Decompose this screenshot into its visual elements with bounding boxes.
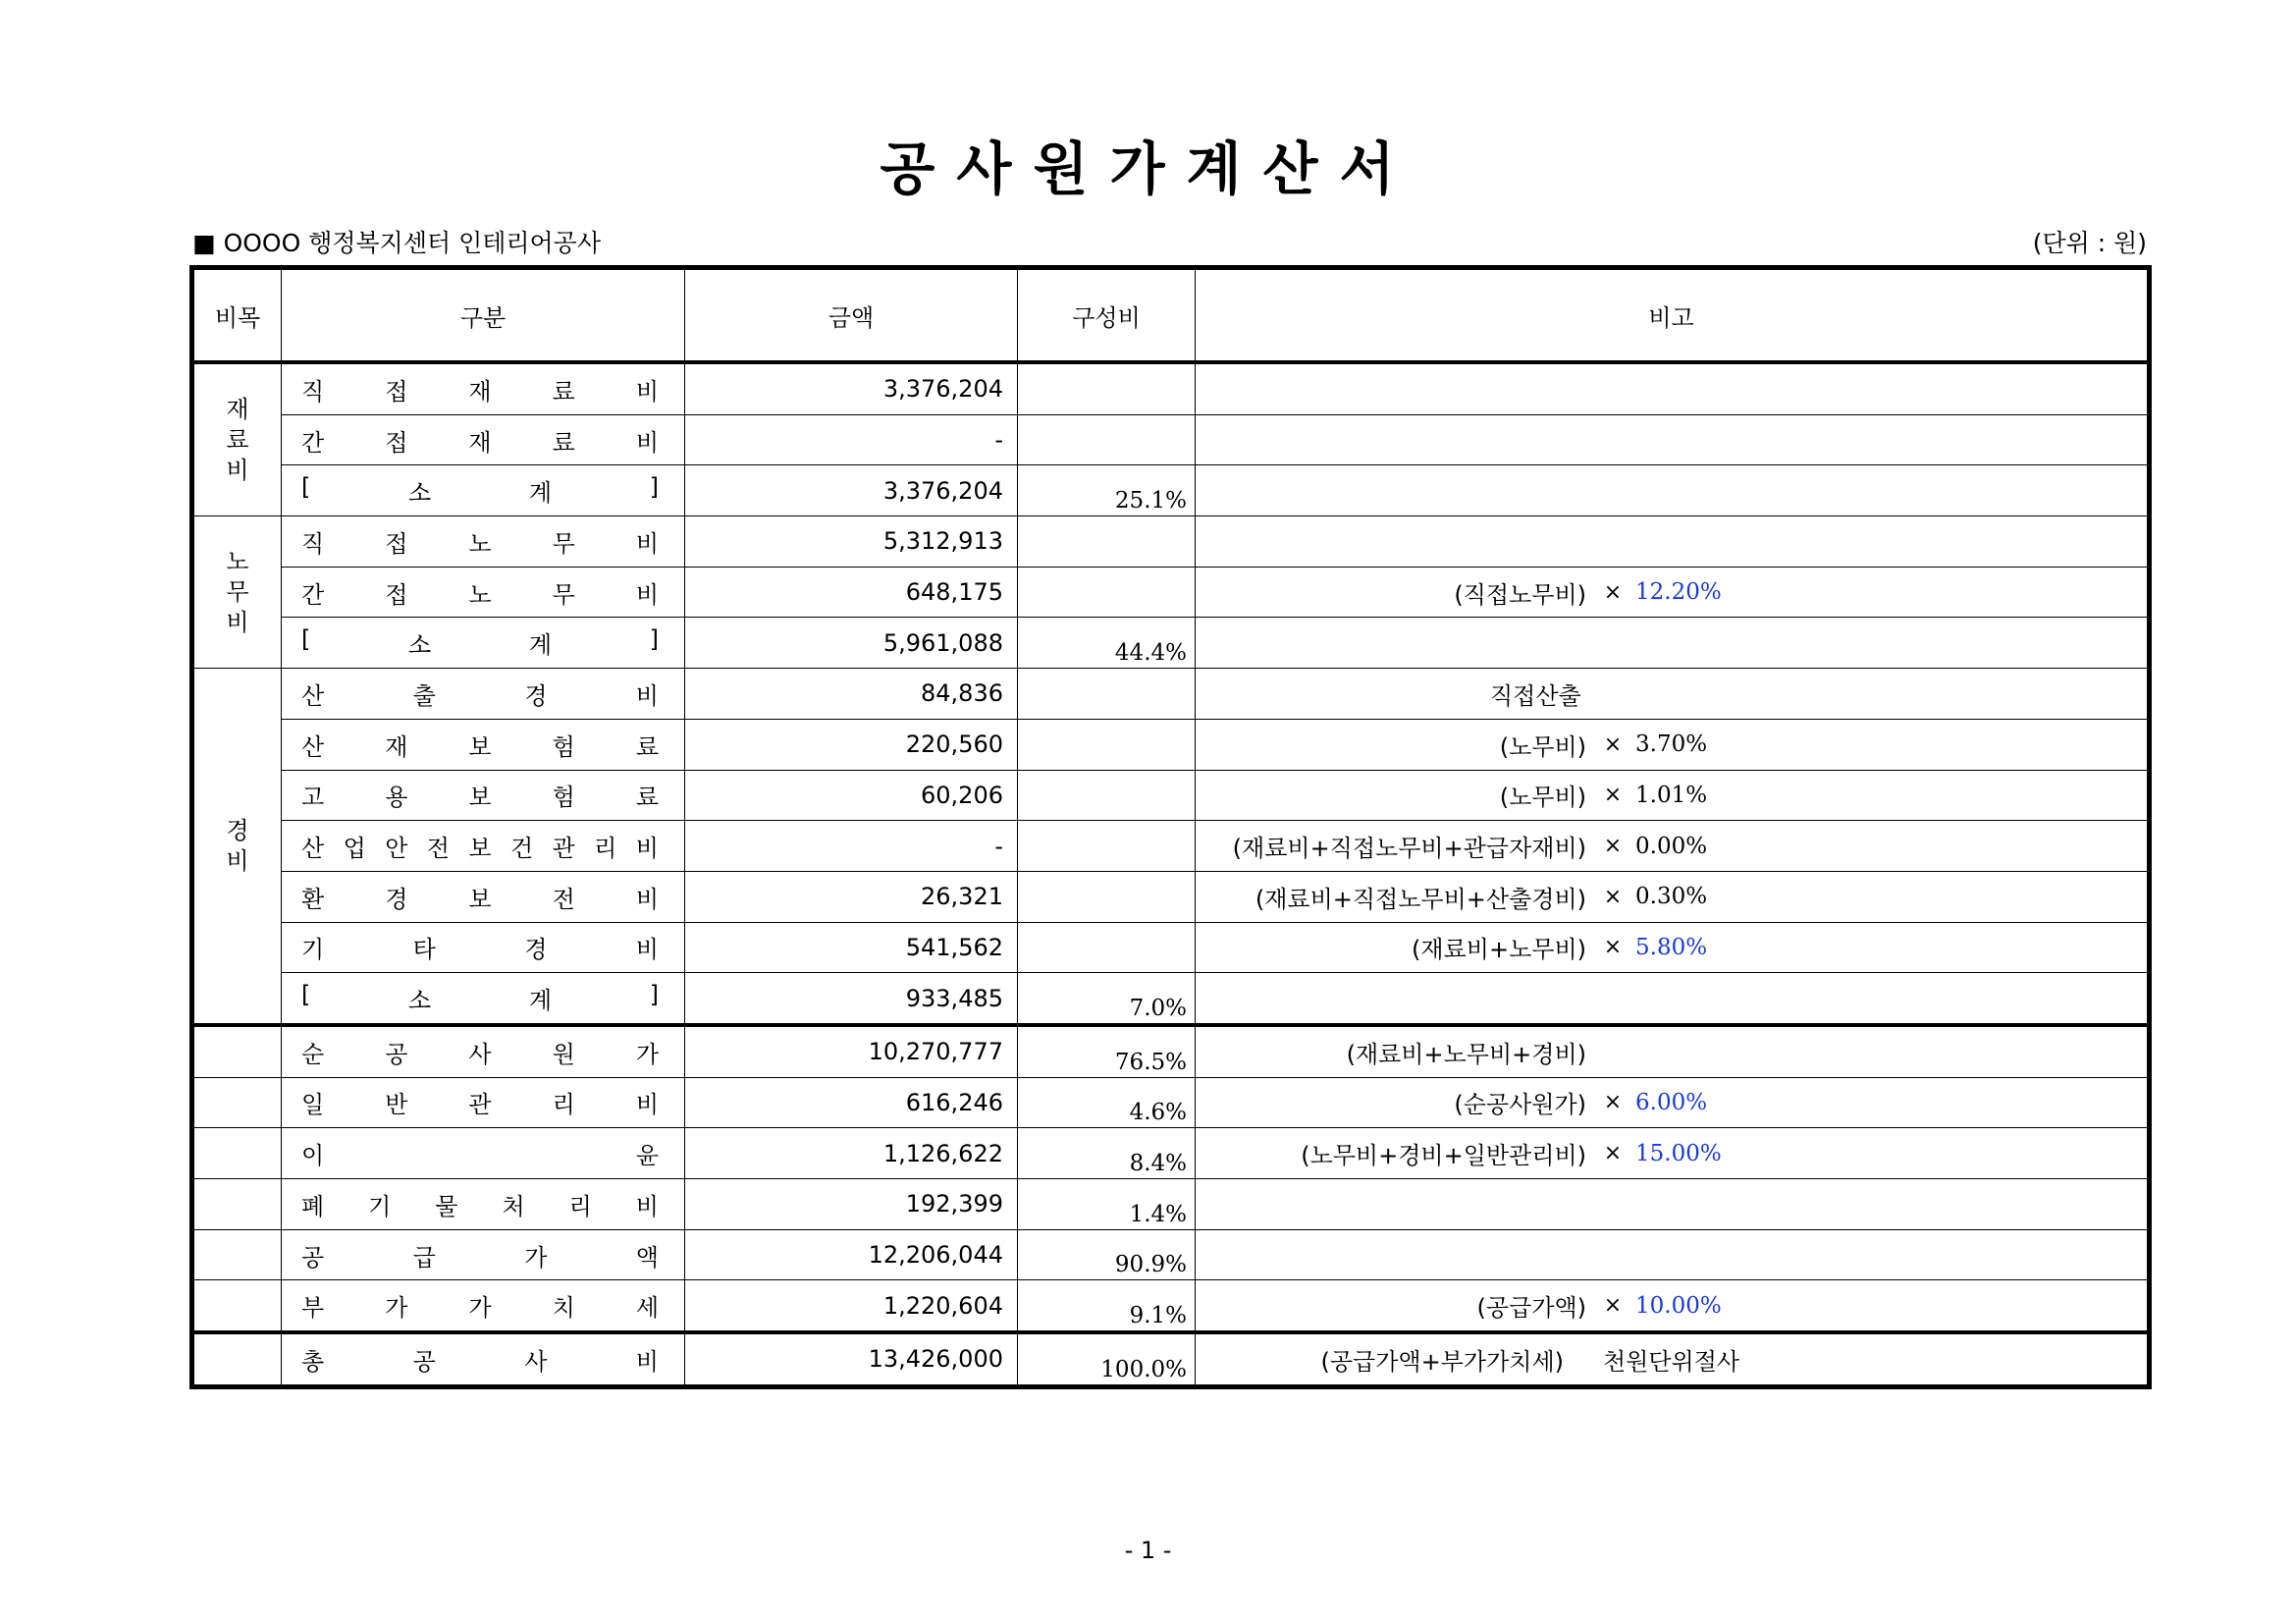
ratio-cell: 100.0% [1018,1332,1196,1384]
project-name: ■ OOOO 행정복지센터 인테리어공사 [192,229,601,257]
table-row [194,1025,2148,1077]
header-category: 비목 [194,270,282,363]
note-cell [1196,770,2148,821]
ratio-cell [1018,414,1196,465]
table-row [194,871,2148,922]
note-cell [1196,1229,2148,1280]
ratio-cell [1018,567,1196,618]
header-note: 비고 [1196,270,2148,363]
category-cell [194,1280,282,1332]
category-cell [194,1128,282,1179]
table-row [194,516,2148,568]
amount-cell: 648,175 [685,567,1018,618]
amount-cell: 616,246 [685,1077,1018,1128]
item-label: 순 공 사 원 가 [301,1040,659,1068]
ratio-cell [1018,516,1196,568]
note-cell [1196,871,2148,922]
ratio-cell: 90.9% [1018,1229,1196,1280]
item-label: 환 경 보 전 비 [301,885,659,913]
note-text: (직접노무비) × 12.20% [1454,579,1722,609]
ratio-cell [1018,669,1196,720]
ratio-cell: 76.5% [1018,1025,1196,1077]
ratio-cell: 44.4% [1018,618,1196,669]
item-label: 고 용 보 험 료 [301,784,659,812]
amount-cell: 933,485 [685,973,1018,1025]
item-label: 기 타 경 비 [301,936,659,964]
item-cell [282,821,685,872]
item-cell [282,516,685,568]
item-cell [282,1229,685,1280]
note-text: (공급가액) × 10.00% [1476,1292,1722,1323]
amount-cell: - [685,414,1018,465]
item-label: 폐 기 물 처 리 비 [301,1192,659,1220]
item-cell [282,567,685,618]
item-cell [282,719,685,770]
item-cell [282,1077,685,1128]
item-label: 이 윤 [301,1142,659,1170]
note-cell [1196,567,2148,618]
category-cell [194,1179,282,1230]
table-row [194,1128,2148,1179]
category-label: 경비 [226,816,249,875]
note-text: (재료비+노무비) × 5.80% [1412,934,1708,964]
item-label: [ 소 계 ] [301,473,659,508]
note-text: (공급가액+부가가치세) 천원단위절사 [1320,1347,1740,1376]
note-cell [1196,719,2148,770]
note-text: 직접산출 [1490,681,1581,710]
item-label: 공 급 가 액 [301,1243,659,1272]
note-text: (순공사원가) × 6.00% [1454,1089,1708,1119]
item-cell [282,414,685,465]
table-row [194,669,2148,720]
item-cell [282,1128,685,1179]
note-text: (재료비+노무비+경비) [1346,1040,1586,1068]
note-cell [1196,821,2148,872]
note-text: (노무비) × 1.01% [1499,782,1708,812]
amount-cell: 3,376,204 [685,465,1018,516]
amount-cell: 13,426,000 [685,1332,1018,1384]
note-text: (노무비+경비+일반관리비) × 15.00% [1301,1140,1722,1170]
table-row [194,567,2148,618]
item-label: 직 접 노 무 비 [301,529,659,558]
ratio-cell [1018,821,1196,872]
category-cell [194,516,282,669]
amount-cell: - [685,821,1018,872]
note-cell [1196,465,2148,516]
amount-cell: 26,321 [685,871,1018,922]
note-cell [1196,1280,2148,1332]
note-cell [1196,1179,2148,1230]
item-cell [282,922,685,973]
item-cell [282,1179,685,1230]
note-cell [1196,973,2148,1025]
item-label: [ 소 계 ] [301,981,659,1015]
amount-cell: 10,270,777 [685,1025,1018,1077]
item-label: 간 접 노 무 비 [301,580,659,609]
unit-label: (단위 : 원) [2032,229,2147,257]
note-cell [1196,1332,2148,1384]
header-amount: 금액 [685,270,1018,363]
amount-cell: 3,376,204 [685,362,1018,414]
ratio-cell [1018,770,1196,821]
ratio-cell: 9.1% [1018,1280,1196,1332]
note-cell [1196,922,2148,973]
category-cell [194,669,282,1025]
item-cell [282,1280,685,1332]
table-row [194,1179,2148,1230]
header-ratio: 구성비 [1018,270,1196,363]
category-cell [194,1229,282,1280]
note-text: (재료비+직접노무비+관급자재비) × 0.00% [1232,833,1708,863]
document-title: 공사원가계산서 [880,135,1416,202]
table-row [194,922,2148,973]
amount-cell: 12,206,044 [685,1229,1018,1280]
header-item: 구분 [282,270,685,363]
amount-cell: 60,206 [685,770,1018,821]
amount-cell: 5,961,088 [685,618,1018,669]
ratio-cell: 7.0% [1018,973,1196,1025]
note-text: (재료비+직접노무비+산출경비) × 0.30% [1255,884,1708,913]
category-cell [194,362,282,516]
table-row [194,465,2148,516]
item-label: [ 소 계 ] [301,625,659,660]
table-row [194,414,2148,465]
ratio-cell: 8.4% [1018,1128,1196,1179]
item-label: 일 반 관 리 비 [301,1091,659,1119]
category-cell [194,1077,282,1128]
table-row [194,618,2148,669]
amount-cell: 541,562 [685,922,1018,973]
category-label: 재료비 [226,395,249,484]
item-label: 부 가 가 치 세 [301,1294,659,1323]
item-cell [282,1332,685,1384]
item-cell [282,618,685,669]
page-number: - 1 - [1124,1537,1172,1564]
amount-cell: 220,560 [685,719,1018,770]
item-label: 산 재 보 험 료 [301,732,659,761]
amount-cell: 84,836 [685,669,1018,720]
table-row [194,973,2148,1025]
item-label: 간 접 재 료 비 [301,428,659,457]
item-cell [282,669,685,720]
note-cell [1196,362,2148,414]
table-row [194,1280,2148,1332]
item-cell [282,1025,685,1077]
note-cell [1196,669,2148,720]
item-label: 산 업 안 전 보 건 관 리 비 [301,835,659,863]
item-cell [282,973,685,1025]
category-cell [194,1332,282,1384]
ratio-cell [1018,922,1196,973]
cost-calculation-table [189,265,2152,1389]
category-cell [194,1025,282,1077]
item-cell [282,871,685,922]
note-cell [1196,516,2148,568]
amount-cell: 1,220,604 [685,1280,1018,1332]
note-cell [1196,414,2148,465]
ratio-cell [1018,719,1196,770]
table-row [194,821,2148,872]
note-cell [1196,1077,2148,1128]
item-cell [282,770,685,821]
ratio-cell [1018,362,1196,414]
table-row [194,770,2148,821]
table-row [194,362,2148,414]
note-cell [1196,618,2148,669]
category-label: 노무비 [226,547,249,636]
item-label: 직 접 재 료 비 [301,377,659,406]
ratio-cell: 25.1% [1018,465,1196,516]
item-cell [282,362,685,414]
note-cell [1196,1025,2148,1077]
table-row [194,1229,2148,1280]
amount-cell: 1,126,622 [685,1128,1018,1179]
table-row [194,1332,2148,1384]
ratio-cell [1018,871,1196,922]
item-cell [282,465,685,516]
note-text: (노무비) × 3.70% [1499,731,1708,761]
note-cell [1196,1128,2148,1179]
table-header-row [194,270,2148,363]
table-row [194,719,2148,770]
amount-cell: 5,312,913 [685,516,1018,568]
amount-cell: 192,399 [685,1179,1018,1230]
item-label: 총 공 사 비 [301,1347,659,1376]
ratio-cell: 4.6% [1018,1077,1196,1128]
ratio-cell: 1.4% [1018,1179,1196,1230]
item-label: 산 출 경 비 [301,681,659,710]
table-row [194,1077,2148,1128]
